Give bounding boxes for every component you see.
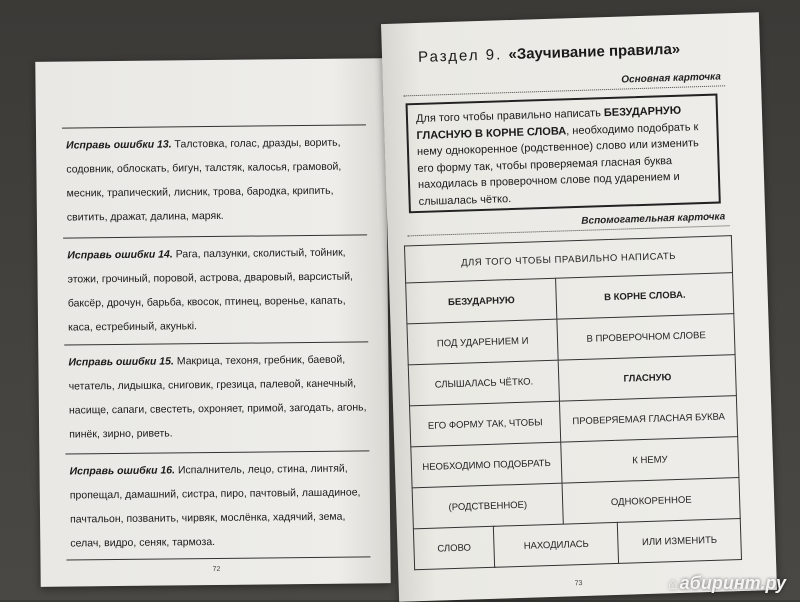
section-title: [418, 41, 681, 66]
main-card-label: Основная карточка: [621, 71, 722, 86]
left-page: [35, 58, 390, 587]
exercise-text: Рага, палзунки, сколистый, тойник, этожи, грочиный, поровой, астрова, дваровый, варсистый, баксёр, дрочун, барьба, квосок, птинец, воренье, капать, каса, естребиный, акунькі.: [67, 246, 354, 334]
exercise-text: Талстовка, голас, дразды, ворить, содовник, облоскать, бигун, талстяк, калосья, грамовой, месник, трапический, лисник, трова, бародка, крипить, свитить, дражат, далина, маряк.: [66, 136, 342, 224]
exercise-label: Исправь ошибки 16.: [69, 464, 176, 478]
divider: [66, 556, 370, 560]
watermark-text: абиринт.ру: [679, 573, 786, 593]
watermark: [668, 573, 786, 594]
main-card-text: Для того чтобы правильно написать: [415, 107, 605, 126]
table-cell: ЕГО ФОРМУ ТАК, ЧТОБЫ: [410, 401, 561, 447]
divider: [64, 341, 368, 345]
right-page: [381, 12, 777, 602]
exercise-14: [67, 240, 368, 339]
table-cell: СЛЫШАЛАСЬ ЧЁТКО.: [408, 360, 559, 406]
table-cell: НАХОДИЛАСЬ: [494, 522, 619, 567]
section-prefix: Раздел 9.: [417, 46, 509, 66]
table-cell: НЕОБХОДИМО ПОДОБРАТЬ: [411, 442, 562, 488]
table-cell: ГЛАСНУЮ: [558, 355, 736, 402]
exercise-text: Макрица, техоня, гребник, баевой, четатель, лидышка, сниговик, грезица, палевой, канечный, насище, сапаги, свестеть, охроняет, примой, загодать, агонь, пинёк, зирно, риветь.: [68, 353, 367, 441]
exercise-text: Испалнитель, лецо, стина, линтяй, пропещал, дамашний, систра, пиро, пачтовый, лашадиное, пачтальон, позванить, чирвяк, мослёнка, хадячий, зема, селач, видро, сеняк, тармоза.: [69, 462, 361, 550]
table-cell: ДЛЯ ТОГО ЧТОБЫ ПРАВИЛЬНО НАПИСАТЬ: [404, 236, 732, 283]
main-card-bold: БЕЗУДАРНУЮ ГЛАСНУЮ В КОРНЕ СЛОВА: [416, 104, 682, 142]
exercise-15: [68, 347, 369, 446]
section-name: «Заучивание правила»: [508, 40, 681, 64]
table-cell: ПОД УДАРЕНИЕМ И: [407, 319, 558, 365]
main-card: [406, 94, 721, 214]
exercise-label: Исправь ошибки 13.: [66, 138, 172, 152]
table-cell: В КОРНЕ СЛОВА.: [556, 273, 734, 320]
main-card-text: , необходимо подобрать к нему однокоренное (родственное) слово или изменить его форму так, чтобы проверяемая гласная буква находилась в проверочном слове под ударением и слышалась чётко.: [416, 120, 699, 208]
table-cell: К НЕМУ: [561, 437, 739, 484]
exercise-13: [66, 130, 367, 229]
divider: [62, 124, 366, 128]
table-cell: БЕЗУДАРНУЮ: [406, 278, 557, 324]
exercise-label: Исправь ошибки 15.: [68, 355, 174, 369]
aux-card-label: Вспомогательная карточка: [581, 211, 726, 227]
divider: [408, 225, 730, 236]
exercise-16: [69, 456, 370, 555]
table-cell: ПРОВЕРЯЕМАЯ ГЛАСНАЯ БУКВА: [560, 396, 738, 443]
table-cell: В ПРОВЕРОЧНОМ СЛОВЕ: [557, 314, 735, 361]
divider: [65, 450, 369, 454]
page-number: 73: [574, 580, 583, 588]
table-cell: СЛОВО: [413, 526, 495, 570]
aux-card-table: [404, 235, 742, 570]
table-cell: ОДНОКОРЕННОЕ: [562, 478, 740, 525]
table-cell: (РОДСТВЕННОЕ): [412, 483, 563, 529]
labirint-logo-icon: ⌂: [668, 576, 678, 593]
table-cell: ИЛИ ИЗМЕНИТЬ: [618, 519, 742, 564]
page-number: 72: [212, 565, 221, 574]
exercise-label: Исправь ошибки 14.: [67, 248, 173, 262]
divider: [63, 234, 367, 238]
